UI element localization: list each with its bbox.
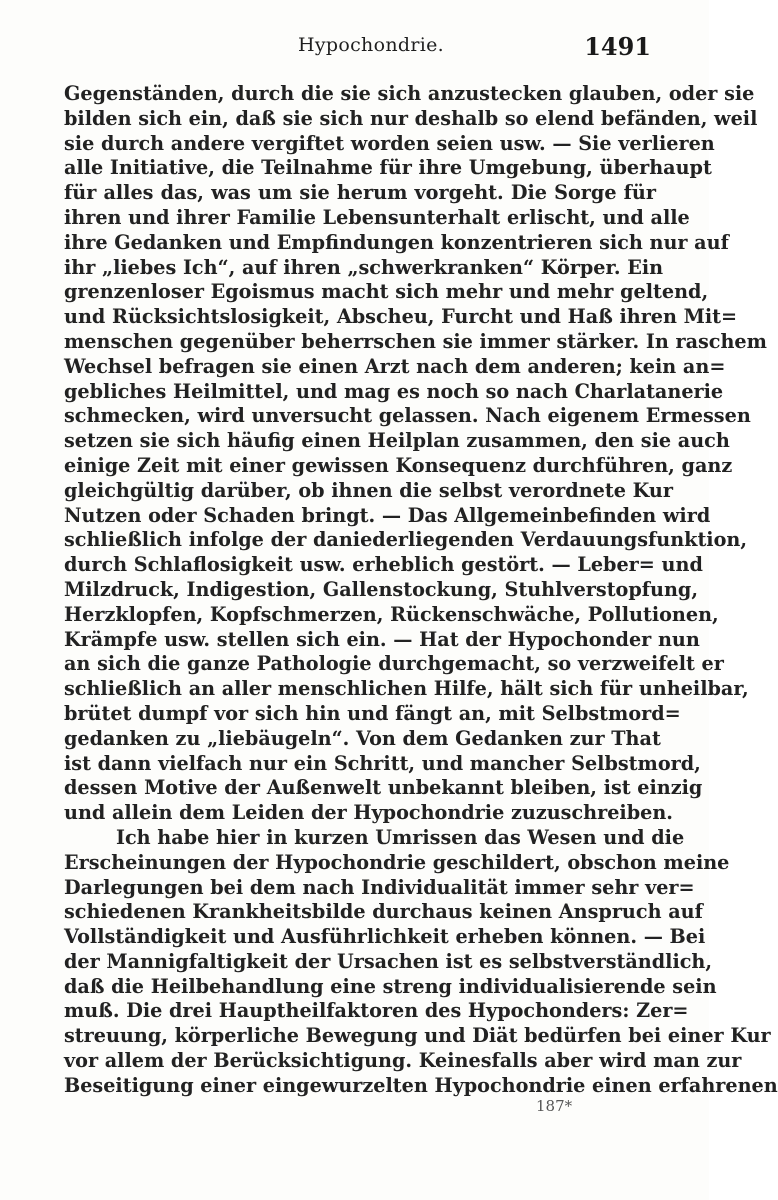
paragraph-2 (64, 825, 778, 1099)
text-line: Gegenständen, durch die sie sich anzustecken glauben, oder sie (64, 82, 755, 105)
text-line: vor allem der Berücksichtigung. Keinesfalls aber wird man zur (64, 1049, 742, 1073)
text-line: einige Zeit mit einer gewissen Konsequenz durchführen, ganz (64, 453, 733, 477)
text-line: schließlich an aller menschlichen Hilfe, hält sich für unheilbar, (64, 677, 749, 701)
text-line: setzen sie sich häufig einen Heilplan zusammen, den sie auch (64, 429, 730, 453)
text-line: gebliches Heilmittel, und mag es noch so nach Charlatanerie (64, 379, 724, 403)
text-line: ist dann vielfach nur ein Schritt, und mancher Selbstmord, (64, 751, 701, 775)
text-line: gleichgültig darüber, ob ihnen die selbst verordnete Kur (64, 478, 673, 502)
text-line: brütet dumpf vor sich hin und fängt an, mit Selbstmord= (64, 701, 681, 725)
text-line: menschen gegenüber beherrschen sie immer stärker. In raschem (64, 329, 767, 353)
text-line: grenzenloser Egoismus macht sich mehr und mehr geltend, (64, 280, 709, 304)
text-line: alle Initiative, die Teilnahme für ihre Umgebung, überhaupt (64, 156, 712, 180)
text-line: dessen Motive der Außenwelt unbekannt bleiben, ist einzig (64, 776, 703, 800)
text-line: an sich die ganze Pathologie durchgemacht, so verzweifelt er (64, 652, 724, 676)
page-number: 1491 (584, 32, 651, 61)
text-line: schließlich infolge der daniederliegenden Verdauungsfunktion, (64, 528, 748, 552)
running-title: Hypochondrie. (298, 34, 444, 56)
text-line: Beseitigung einer eingewurzelten Hypochondrie einen erfahrenen (64, 1073, 778, 1097)
text-line: Darlegungen bei dem nach Individualität immer sehr ver= (64, 875, 695, 899)
text-line: sie durch andere vergiftet worden seien usw. — Sie verlieren (64, 131, 715, 155)
text-line: Herzklopfen, Kopfschmerzen, Rückenschwäche, Pollutionen, (64, 602, 719, 626)
body-text (64, 82, 778, 1099)
text-line: Milzdruck, Indigestion, Gallenstockung, Stuhlverstopfung, (64, 577, 699, 601)
text-line: für alles das, was um sie herum vorgeht. Die Sorge für (64, 181, 656, 205)
text-line: Nutzen oder Schaden bringt. — Das Allgemeinbefinden wird (64, 503, 711, 527)
text-line: Vollständigkeit und Ausführlichkeit erheben können. — Bei (64, 925, 706, 949)
text-line: und Rücksichtslosigkeit, Abscheu, Furcht und Haß ihren Mit= (64, 305, 738, 329)
text-line: ihren und ihrer Familie Lebensunterhalt erlischt, und alle (64, 205, 690, 229)
text-line: der Mannigfaltigkeit der Ursachen ist es selbstverständlich, (64, 949, 713, 973)
text-line: Ich habe hier in kurzen Umrissen das Wesen und die (116, 825, 685, 849)
text-line: Erscheinungen der Hypochondrie geschildert, obschon meine (64, 850, 730, 874)
text-line: Krämpfe usw. stellen sich ein. — Hat der Hypochonder nun (64, 627, 700, 651)
text-line: bilden sich ein, daß sie sich nur deshalb so elend befänden, weil (64, 106, 758, 130)
text-line: schiedenen Krankheitsbilde durchaus keinen Anspruch auf (64, 900, 703, 924)
text-line: daß die Heilbehandlung eine streng individualisierende sein (64, 974, 717, 998)
text-line: gedanken zu „liebäugeln“. Von dem Gedanken zur That (64, 726, 661, 750)
paragraph-1 (64, 82, 767, 826)
printer-signature: 187* (536, 1097, 573, 1115)
text-line: streuung, körperliche Bewegung und Diät bedürfen bei einer Kur (64, 1024, 771, 1048)
text-line: und allein dem Leiden der Hypochondrie zuzuschreiben. (64, 801, 673, 825)
text-line: Wechsel befragen sie einen Arzt nach dem anderen; kein an= (64, 354, 726, 378)
text-line: ihre Gedanken und Empfindungen konzentrieren sich nur auf (64, 230, 729, 254)
text-line: durch Schlaflosigkeit usw. erheblich gestört. — Leber= und (64, 553, 703, 577)
text-line: schmecken, wird unversucht gelassen. Nach eigenem Ermessen (64, 404, 751, 428)
text-line: muß. Die drei Hauptheilfaktoren des Hypochonders: Zer= (64, 999, 689, 1023)
text-line: ihr „liebes Ich“, auf ihren „schwerkranken“ Körper. Ein (64, 255, 664, 279)
